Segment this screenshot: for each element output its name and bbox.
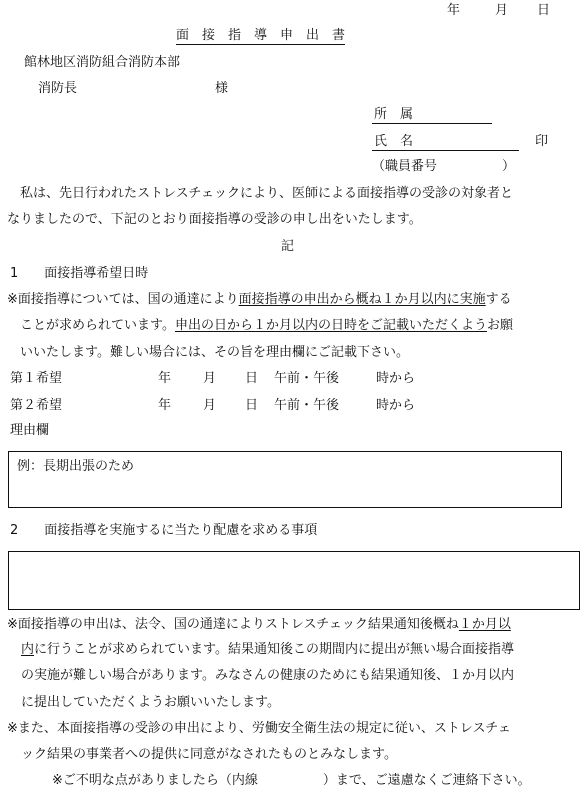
note1-line-3: の実施が難しい場合があります。みなさんの健康のためにも結果通知後、１か月以内 — [21, 668, 514, 683]
staff-number: （職員番号 ） — [372, 159, 516, 174]
note2-line-1: ※また、本面接指導の受診の申出により、労働安全衛生法の規定に従い、ストレスチェ — [7, 721, 511, 736]
section2-heading: 2 面接指導を実施するに当たり配慮を求める事項 — [10, 523, 318, 538]
choice-time: 時から — [376, 371, 416, 386]
date-day: 日 — [537, 3, 551, 18]
section1-heading: 1 面接指導希望日時 — [10, 266, 149, 281]
note3: ※ご不明な点がありましたら（内線 ）まで、ご遠慮なくご連絡下さい。 — [52, 773, 531, 788]
date-year: 年 — [447, 3, 461, 18]
intro-line-1: 私は、先日行われたストレスチェックにより、医師による面接指導の受診の対象者と — [7, 186, 513, 201]
name-label: 氏 名 — [374, 134, 414, 149]
date-month: 月 — [495, 3, 509, 18]
note1-line-4: に提出していただくようお願いいたします。 — [21, 695, 280, 710]
note1-line-2: 内に行うことが求められています。結果通知後この期間内に提出が無い場合面接指導 — [21, 642, 514, 657]
affiliation-line — [372, 123, 492, 124]
choice-month: 月 — [203, 398, 217, 413]
reason-box[interactable] — [8, 451, 562, 508]
name-line — [372, 150, 519, 151]
choice-month: 月 — [203, 371, 217, 386]
choice-year: 年 — [158, 371, 172, 386]
choice-day: 日 — [245, 398, 259, 413]
ki-heading: 記 — [281, 239, 295, 254]
reason-example: 例：長期出張のため — [17, 459, 135, 474]
affiliation-label: 所 属 — [374, 107, 414, 122]
page-title: 面 接 指 導 申 出 書 — [176, 28, 346, 43]
note1-line-1: ※面接指導の申出は、法令、国の通達によりストレスチェック結果通知後概ね１か月以 — [7, 617, 511, 632]
note2-line-2: ック結果の事業者への提供に同意がなされたものとみなします。 — [21, 747, 397, 762]
choice-year: 年 — [158, 398, 172, 413]
intro-line-2: なりましたので、下記のとおり面接指導の受診の申し出をいたします。 — [7, 212, 422, 227]
choice-ampm: 午前・午後 — [274, 371, 340, 386]
choice-day: 日 — [245, 371, 259, 386]
choice-time: 時から — [376, 398, 416, 413]
choice-ampm: 午前・午後 — [274, 398, 340, 413]
section1-note-line-2: ことが求められています。申出の日から１か月以内の日時をご記載いただくようお願 — [7, 318, 513, 333]
addressee-honorific: 様 — [215, 81, 229, 96]
section1-note-line-3: いいたします。難しい場合には、その旨を理由欄にご記載下さい。 — [7, 345, 409, 360]
seal-mark: 印 — [535, 134, 549, 149]
addressee-org: 館林地区消防組合消防本部 — [24, 55, 181, 70]
choice-label: 第２希望 — [10, 398, 63, 413]
reason-label: 理由欄 — [10, 423, 50, 438]
section1-note-line-1: ※面接指導については、国の通達により面接指導の申出から概ね１か月以内に実施する — [7, 292, 512, 307]
choice-label: 第１希望 — [10, 371, 63, 386]
consideration-box[interactable] — [8, 551, 580, 610]
addressee-name: 消防長 — [38, 81, 78, 96]
